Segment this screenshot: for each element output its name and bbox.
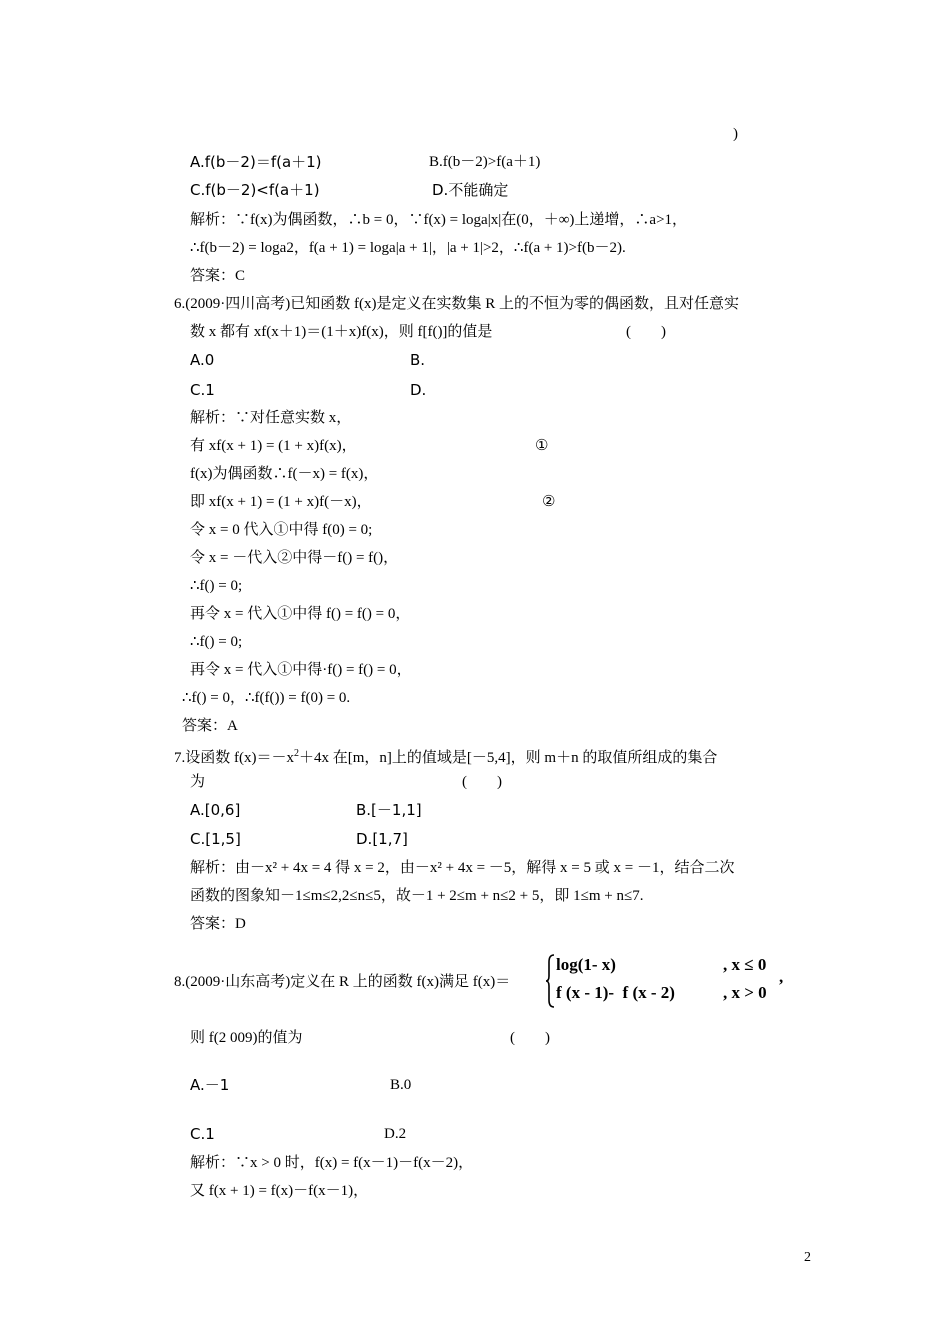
- q8-piece-2-expression: f (x - 1)- f (x - 2): [556, 983, 675, 1002]
- q8-piece-1-condition: , x ≤ 0: [723, 955, 767, 974]
- q8-stem-line-1: 8.(2009·山东高考)定义在 R 上的函数 f(x)满足 f(x)＝: [174, 974, 511, 990]
- q8-piece-2-condition: , x > 0: [723, 983, 767, 1002]
- q8-option-b: B.0: [390, 1077, 412, 1093]
- q8-option-d: D.2: [384, 1126, 407, 1142]
- q8-answer-paren: ( ): [510, 1030, 550, 1046]
- q6-equation-mark-1: ①: [535, 438, 549, 454]
- q6-solution-line-9: ∴f() = 0;: [190, 634, 243, 650]
- q6-solution-line-3: f(x)为偶函数∴f(－x) = f(x)，: [190, 466, 379, 482]
- q6-option-d: D.: [410, 381, 427, 399]
- q7-exponent: 2: [294, 748, 299, 759]
- q7-stem-part-1: 7.设函数 f(x)＝－x: [174, 750, 294, 766]
- q6-option-c: C.1: [190, 381, 215, 399]
- q5-option-a: A.f(b－2)＝f(a＋1): [190, 153, 322, 171]
- q7-answer-paren: ( ): [462, 774, 502, 790]
- q6-solution-line-11: ∴f() = 0，∴f(f()) = f(0) = 0.: [182, 690, 351, 706]
- q6-solution-line-1: 解析：∵对任意实数 x，: [190, 410, 352, 426]
- q6-solution-line-4: 即 xf(x + 1) = (1 + x)f(－x)，: [190, 494, 372, 510]
- q8-option-a: A.－1: [190, 1076, 230, 1094]
- q6-solution-line-10: 再令 x = 代入①中得·f() = f() = 0，: [190, 662, 412, 678]
- q6-solution-line-5: 令 x = 0 代入①中得 f(0) = 0;: [190, 522, 373, 538]
- q6-answer-paren: ( ): [626, 324, 666, 340]
- q8-solution-line-1: 解析：∵x > 0 时，f(x) = f(x－1)－f(x－2)，: [190, 1155, 474, 1171]
- page-number: 2: [804, 1250, 811, 1265]
- q7-option-a: A.[0,6]: [190, 801, 241, 819]
- q7-option-b: B.[－1,1]: [356, 801, 422, 819]
- q8-option-c: C.1: [190, 1125, 215, 1143]
- q5-answer: 答案：C: [190, 268, 246, 284]
- q6-stem-line-1: 6.(2009·四川高考)已知函数 f(x)是定义在实数集 R 上的不恒为零的偶函数，且对任意实: [174, 296, 739, 312]
- q7-option-c: C.[1,5]: [190, 830, 241, 848]
- q6-option-b: B.: [410, 351, 426, 369]
- q6-solution-line-7: ∴f() = 0;: [190, 578, 243, 594]
- q7-stem-line-2: 为: [190, 774, 206, 790]
- q7-stem-line-1: [174, 744, 717, 768]
- q8-stem-line-2: 则 f(2 009)的值为: [190, 1030, 303, 1046]
- q7-option-d: D.[1,7]: [356, 830, 408, 848]
- q6-stem-line-2: 数 x 都有 xf(x＋1)＝(1＋x)f(x)，则 f[f()]的值是: [190, 324, 493, 340]
- q5-option-b: B.f(b－2)>f(a＋1): [429, 154, 541, 170]
- q8-piece-1-expression: log(1- x): [556, 955, 616, 974]
- q7-answer: 答案：D: [190, 916, 246, 932]
- continued-paren: ): [733, 126, 738, 142]
- q6-solution-line-8: 再令 x = 代入①中得 f() = f() = 0，: [190, 606, 411, 622]
- q6-answer: 答案：A: [182, 718, 238, 734]
- q6-option-a: A.0: [190, 351, 215, 369]
- q5-solution-line-2: ∴f(b－2) = loga2，f(a + 1) = loga|a + 1|，|a + 1|>2，∴f(a + 1)>f(b－2).: [190, 240, 626, 256]
- q5-option-d: D.不能确定: [432, 181, 509, 199]
- q8-formula-comma: ,: [779, 967, 784, 986]
- q7-solution-line-2: 函数的图象知－1≤m≤2,2≤n≤5，故－1 + 2≤m + n≤2 + 5，即 1≤m + n≤7.: [190, 888, 644, 904]
- q6-solution-line-6: 令 x = －代入②中得－f() = f()，: [190, 550, 399, 566]
- q5-solution-line-1: 解析：∵f(x)为偶函数，∴b = 0，∵f(x) = loga|x|在(0，＋∞)上递增，∴a>1，: [190, 212, 688, 228]
- q7-solution-line-1: 解析：由－x² + 4x = 4 得 x = 2，由－x² + 4x = －5，解得 x = 5 或 x = －1，结合二次: [190, 860, 735, 876]
- q5-option-c: C.f(b－2)<f(a＋1): [190, 181, 320, 199]
- q8-solution-line-2: 又 f(x + 1) = f(x)－f(x－1)，: [190, 1183, 369, 1199]
- q6-equation-mark-2: ②: [542, 494, 556, 510]
- q6-solution-line-2: 有 xf(x + 1) = (1 + x)f(x)，: [190, 438, 357, 454]
- q7-stem-part-2: ＋4x 在[m，n]上的值域是[－5,4]，则 m＋n 的取值所组成的集合: [299, 750, 718, 766]
- piecewise-brace: [545, 954, 555, 1008]
